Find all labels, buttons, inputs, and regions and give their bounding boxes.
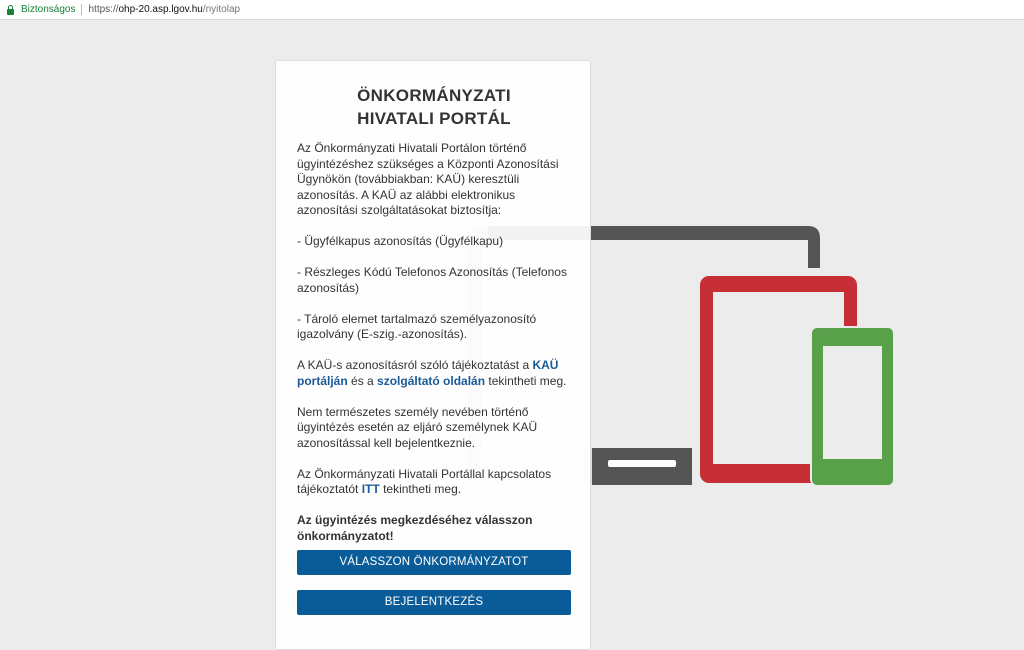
cta-text: Az ügyintézés megkezdéséhez válasszon önkormányzatot! xyxy=(297,513,533,543)
secure-label: Biztonságos xyxy=(21,4,76,15)
select-municipality-button[interactable]: VÁLASSZON ÖNKORMÁNYZATOT xyxy=(297,550,571,575)
portal-info-link[interactable]: ITT xyxy=(361,482,380,496)
provider-page-link[interactable]: szolgáltató oldalán xyxy=(377,373,486,388)
intro-text: Az Önkormányzati Hivatali Portálon történő ügyintézéshez szükséges a Központi Azonosítási Ügynökön (továbbiakban: KAÜ) keresztüli azonosítás. A KAÜ az alábbi elektronikus azonosítási szolgáltatásokat biztosítja: xyxy=(297,141,559,217)
portal-info-prefix: Az Önkormányzati Hivatali Portállal kapcsolatos tájékoztatót xyxy=(297,466,552,496)
title-line-2: HIVATALI PORTÁL xyxy=(357,109,511,128)
portal-info-suffix: tekintheti meg. xyxy=(383,482,462,496)
kau-info-suffix: tekintheti meg. xyxy=(488,373,567,388)
auth-option-eszig: - Tároló elemet tartalmazó személyazonosító igazolvány (E-szig.-azonosítás). xyxy=(297,311,537,341)
kau-portal-link[interactable]: KAÜ portálján xyxy=(297,358,559,388)
portal-info-paragraph xyxy=(297,467,577,498)
title-line-1: ÖNKORMÁNYZATI xyxy=(357,86,511,105)
card-body xyxy=(297,141,577,560)
kau-info-mid: és a xyxy=(351,373,374,388)
kau-info-paragraph xyxy=(297,358,577,389)
login-button[interactable]: BEJELENTKEZÉS xyxy=(297,590,571,615)
url-host[interactable]: ohp-20.asp.lgov.hu xyxy=(118,4,203,15)
auth-option-telefonos: - Részleges Kódú Telefonos Azonosítás (Telefonos azonosítás) xyxy=(297,265,567,295)
phone-icon xyxy=(810,326,895,486)
page-title xyxy=(276,84,592,130)
auth-option-ugyfelkapu: - Ügyfélkapus azonosítás (Ügyfélkapu) xyxy=(297,234,504,248)
kau-info-prefix: A KAÜ-s azonosításról szóló tájékoztatást a xyxy=(297,358,530,372)
login-card xyxy=(275,60,591,650)
url-path[interactable]: /nyitolap xyxy=(202,4,241,15)
non-natural-person-text: Nem természetes személy nevében történő ügyintézés esetén az eljáró személynek KAÜ azonosítással kell bejelentkeznie. xyxy=(297,404,538,450)
url-protocol[interactable]: https:// xyxy=(88,4,119,15)
